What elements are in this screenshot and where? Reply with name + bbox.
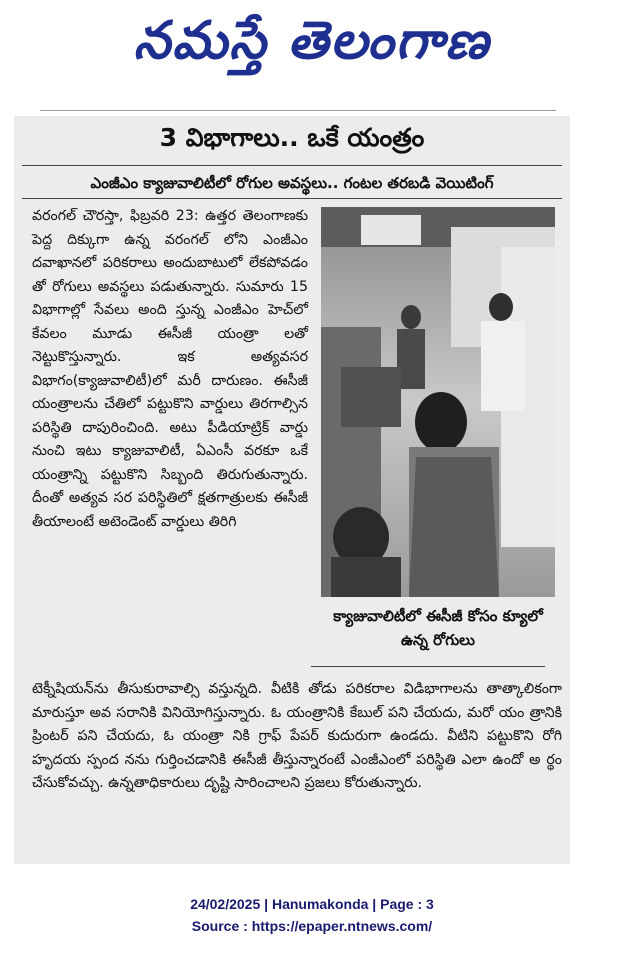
- article-body-column: వరంగల్ చౌరస్తా, ఫిబ్రవరి 23: ఉత్తర తెలంగాణకు పెద్ద దిక్కుగా ఉన్న వరంగల్ లోని ఎంజీఎం దవాఖానలో పరికరాలు అందుబాటులో లేకపోవడం తో రోగులు అవస్థలు పడుతున్నారు. సుమారు 15 విభాగాల్లో సేవలు అంది స్తున్న ఎంజీఎం హెచ్‌లో కేవలం మూడు ఈసీజీ యంత్రా లతో నెట్టుకొస్తున్నారు. ఇక అత్యవసర విభాగం(క్యాజువాలిటీ)లో మరీ దారుణం. ఈసీజీ యంత్రాలను చేతిలో పట్టుకొని వార్డులు తిరగాల్సిన పరిస్థితి దాపురించింది. అటు పీడియాట్రిక్ వార్డు నుంచి ఇటు క్యాజువాలిటీ, ఏఎంసీ వరకూ ఒకే యంత్రాన్ని పట్టుకొని సిబ్బంది తిరుగుతున్నారు. దీంతో అత్యవ సర పరిస్థితిలో క్షతగాత్రులకు ఈసీజీ తీయాలంటే అటెండెంట్ వార్డులు తిరిగి: [32, 208, 308, 530]
- article-body-continuation: టెక్నీషియన్‌ను తీసుకురావాల్సి వస్తున్నది. వీటికి తోడు పరికరాల విడిభాగాలను తాత్కాలికంగా మారుస్తూ అవ సరానికి వినియోగిస్తున్నారు. ఓ యంత్రానికి కేబుల్ పని చేయదు, మరో యం త్రానికి ప్రింటర్ పని చేయదు, ఓ యంత్రా నికి గ్రాఫ్ పేపర్ కుదురుగా ఉండదు. వీటిని పట్టుకొని రోగి హృదయ స్పంద నను గుర్తించడానికి ఈసీజీ తీస్తున్నారంటే ఎంజీఎంలో పరిస్థితి ఎలా ఉందో అ ర్థం చేసుకోవచ్చు. ఉన్నతాధికారులు దృష్టి సారించాలని ప్రజలు కోరుతున్నారు.: [32, 681, 562, 791]
- hospital-queue-photo: [321, 207, 555, 597]
- article-photo: [321, 207, 555, 597]
- masthead-title: నమస్తే తెలంగాణ: [133, 11, 491, 71]
- article-headline: 3 విభాగాలు.. ఒకే యంత్రం: [159, 123, 425, 152]
- newspaper-masthead: [0, 6, 624, 76]
- subheadline-rule: [22, 198, 562, 199]
- photo-caption: క్యాజువాలిటీలో ఈసీజీ కోసం క్యూలో ఉన్న రోగులు: [333, 607, 543, 649]
- headline-rule: [22, 165, 562, 166]
- edition-info: 24/02/2025 | Hanumakonda | Page : 3: [190, 896, 434, 912]
- article-subheadline: ఎంజీఎం క్యాజువాలిటీలో రోగుల అవస్థలు.. గంటల తరబడి వెయిటింగ్: [90, 174, 494, 192]
- caption-rule: [311, 666, 545, 667]
- masthead-divider: [40, 110, 556, 111]
- source-link[interactable]: Source : https://epaper.ntnews.com/: [191, 918, 433, 934]
